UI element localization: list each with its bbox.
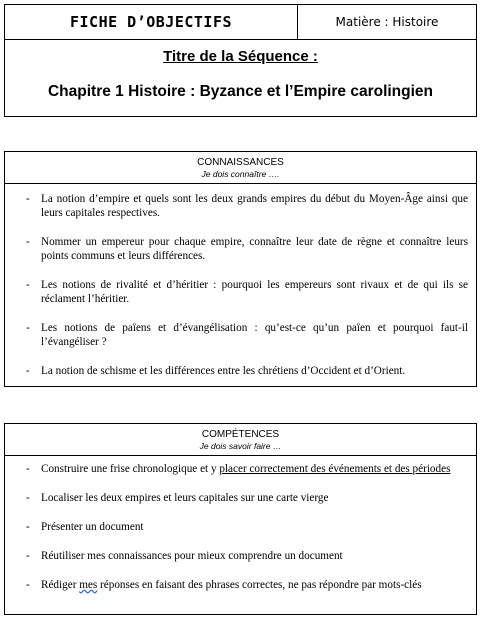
dash-bullet: - <box>26 279 30 291</box>
dash-bullet: - <box>26 463 30 475</box>
spellcheck-marked-word: mes <box>79 579 98 591</box>
header-box <box>4 4 477 117</box>
dash-bullet: - <box>26 579 30 591</box>
list-item <box>26 549 468 563</box>
list-item <box>26 278 468 306</box>
chapter-title: Chapitre 1 Histoire : Byzance et l’Empire carolingien <box>47 83 434 100</box>
dash-bullet: - <box>26 521 30 533</box>
dash-bullet: - <box>26 365 30 377</box>
list-item-text-part: Construire une frise chronologique et y <box>41 463 220 475</box>
list-item-text-part: réponses en faisant des phrases correctes, ne pas répondre par mots-clés <box>97 579 422 591</box>
connaissances-subtitle: Je dois connaître …. <box>201 169 280 179</box>
competences-header <box>5 424 476 456</box>
list-item-text: La notion d’empire et quels sont les deux grands empires du début du Moyen-Âge ainsi que leurs capitales respectives. <box>41 193 468 219</box>
list-item-text: Localiser les deux empires et leurs capitales sur une carte vierge <box>41 492 329 504</box>
connaissances-list <box>5 192 476 378</box>
competences-subtitle: Je dois savoir faire … <box>199 441 282 451</box>
connaissances-header <box>5 152 476 184</box>
list-item <box>26 235 468 263</box>
list-item-text: La notion de schisme et les différences entre les chrétiens d’Occident et d’Orient. <box>41 365 406 377</box>
fiche-title: FICHE D’OBJECTIFS <box>5 5 298 39</box>
dash-bullet: - <box>26 193 30 205</box>
connaissances-title: CONNAISSANCES <box>197 157 284 168</box>
sequence-title-label: Titre de la Séquence : <box>163 48 318 65</box>
competences-title: COMPÉTENCES <box>201 429 280 440</box>
list-item <box>26 578 468 592</box>
list-item-underlined-text: placer correctement des événements et des périodes <box>219 463 451 475</box>
competences-box <box>4 423 477 615</box>
list-item <box>26 364 468 378</box>
list-item-text: Présenter un document <box>41 521 144 533</box>
list-item-text-part: Rédiger <box>41 579 80 591</box>
list-item <box>26 462 468 476</box>
list-item-text: Nommer un empereur pour chaque empire, connaître leur date de règne et connaître leurs points communs et leurs différences. <box>41 236 468 262</box>
dash-bullet: - <box>26 550 30 562</box>
connaissances-box <box>4 151 477 387</box>
list-item-text: Les notions de rivalité et d’héritier : pourquoi les empereurs sont rivaux et de qui ils se réclament l’héritier. <box>41 279 468 305</box>
header-top-row <box>5 5 476 40</box>
list-item <box>26 192 468 220</box>
list-item-text: Les notions de païens et d’évangélisation : qu’est-ce qu’un païen et pourquoi faut-il l’évangéliser ? <box>41 322 468 348</box>
matiere-label: Matière : Histoire <box>335 15 439 29</box>
competences-list <box>5 462 476 592</box>
dash-bullet: - <box>26 236 30 248</box>
dash-bullet: - <box>26 322 30 334</box>
dash-bullet: - <box>26 492 30 504</box>
list-item <box>26 520 468 534</box>
list-item-text: Réutiliser mes connaissances pour mieux comprendre un document <box>41 550 343 562</box>
list-item <box>26 321 468 349</box>
list-item <box>26 491 468 505</box>
